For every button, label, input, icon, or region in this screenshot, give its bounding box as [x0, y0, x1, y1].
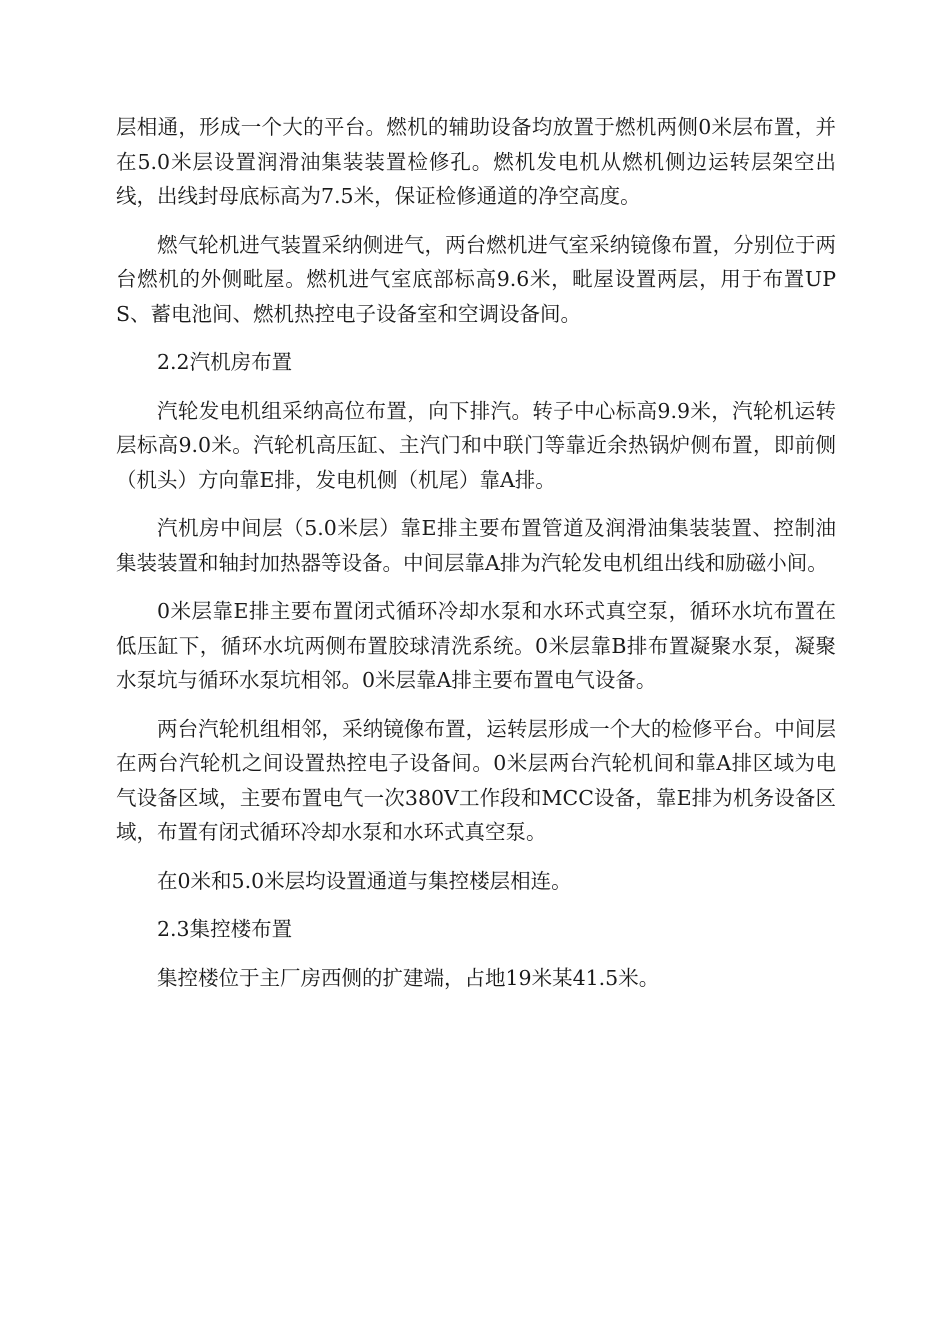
paragraph-control-building: 集控楼位于主厂房西侧的扩建端，占地19米某41.5米。 [157, 965, 660, 990]
paragraph-intake: 燃气轮机进气装置采纳侧进气，两台燃机进气室采纳镜像布置，分别位于两台燃机的外侧毗屋。燃机进气室底部标高9.6米，毗屋设置两层，用于布置UPS、蓄电池间、燃机热控电子设备室和空调设备间。 [116, 232, 836, 326]
section-heading-2-3: 2.3集控楼布置 [157, 917, 293, 941]
document-body [116, 110, 836, 1009]
paragraph-passage: 在0米和5.0米层均设置通道与集控楼层相连。 [157, 868, 572, 893]
paragraph-mirror-layout: 两台汽轮机组相邻，采纳镜像布置，运转层形成一个大的检修平台。中间层在两台汽轮机之间设置热控电子设备间。0米层两台汽轮机间和靠A排区域为电气设备区域，主要布置电气一次380V工作段和MCC设备，靠E排为机务设备区域，布置有闭式循环冷却水泵和水环式真空泵。 [116, 716, 836, 844]
section-heading-2-2: 2.2汽机房布置 [157, 350, 293, 374]
paragraph-middle-level: 汽机房中间层（5.0米层）靠E排主要布置管道及润滑油集装装置、控制油集装装置和轴封加热器等设备。中间层靠A排为汽轮发电机组出线和励磁小间。 [116, 516, 836, 575]
paragraph-ground-level: 0米层靠E排主要布置闭式循环冷却水泵和水环式真空泵，循环水坑布置在低压缸下，循环水坑两侧布置胶球清洗系统。0米层靠B排布置凝聚水泵，凝聚水泵坑与循环水泵坑相邻。0米层靠A排主要布置电气设备。 [116, 599, 836, 692]
paragraph-turbine-layout: 汽轮发电机组采纳高位布置，向下排汽。转子中心标高9.9米，汽轮机运转层标高9.0米。汽轮机高压缸、主汽门和中联门等靠近余热锅炉侧布置，即前侧（机头）方向靠E排，发电机侧（机尾）靠A排。 [116, 398, 836, 492]
paragraph-continuation: 层相通，形成一个大的平台。燃机的辅助设备均放置于燃机两侧0米层布置，并在5.0米层设置润滑油集装装置检修孔。燃机发电机从燃机侧边运转层架空出线，出线封母底标高为7.5米，保证检修通道的净空高度。 [116, 115, 836, 208]
